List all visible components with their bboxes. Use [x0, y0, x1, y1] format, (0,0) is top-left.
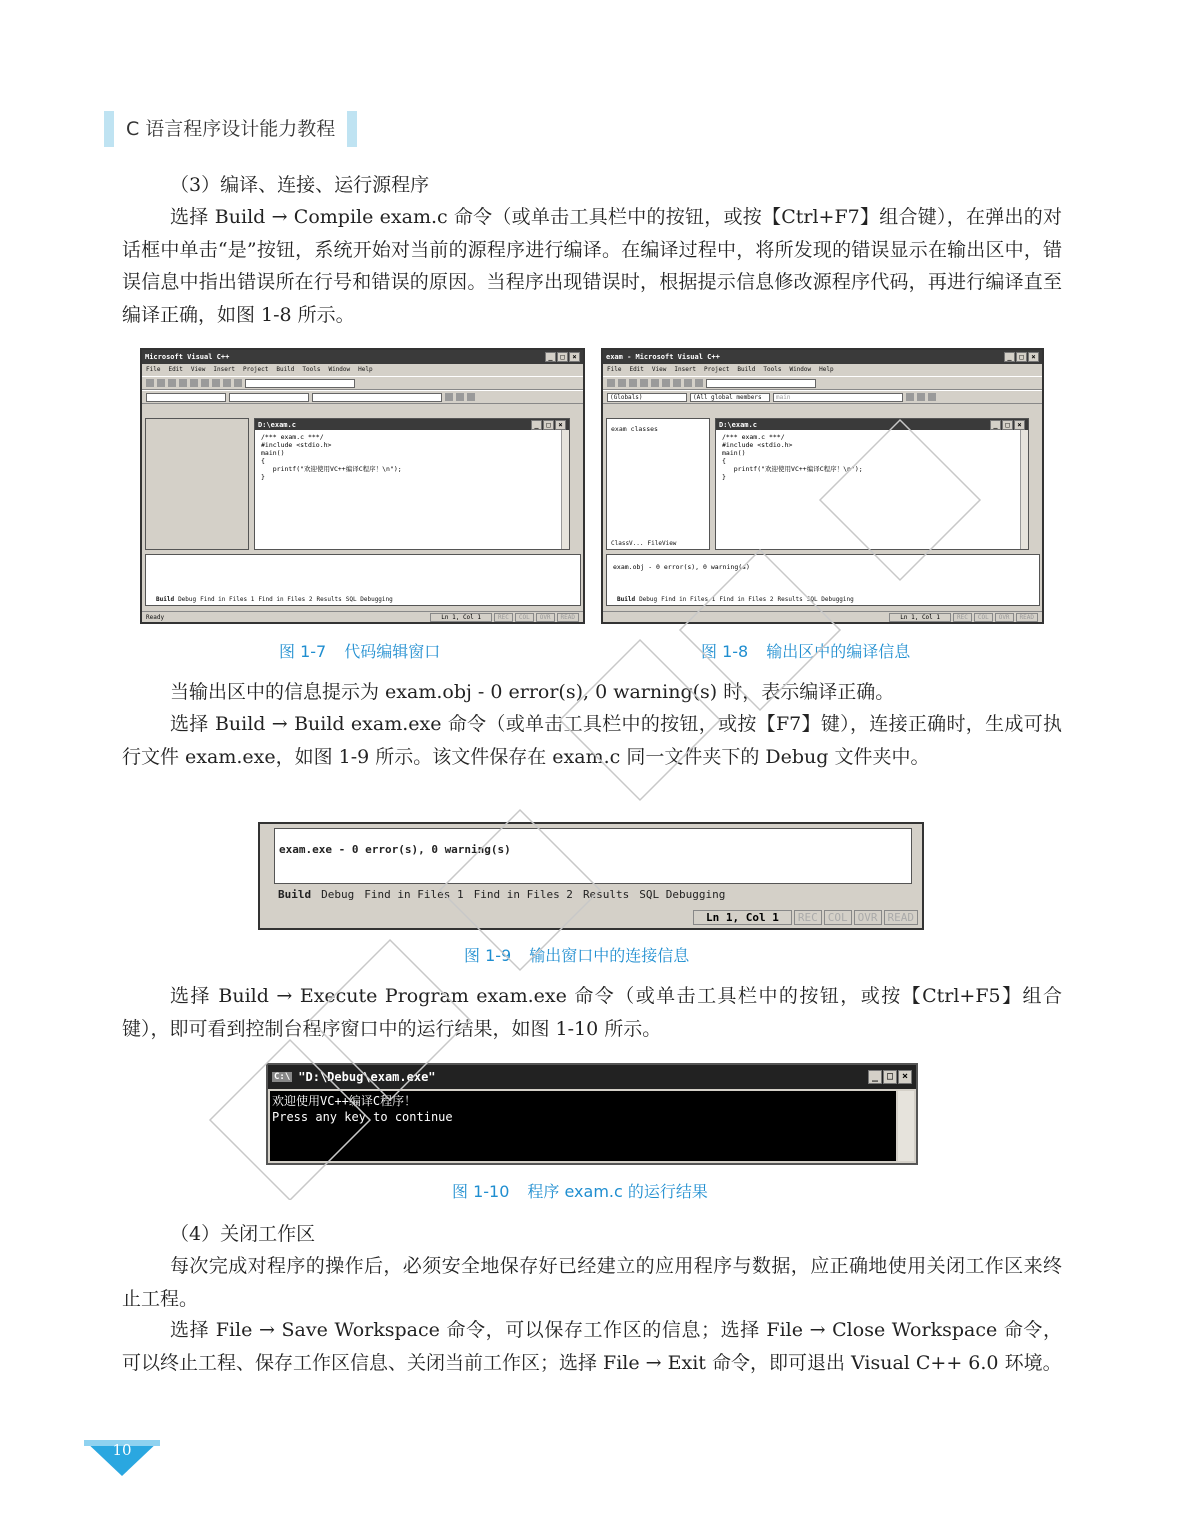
- find-combo[interactable]: [245, 379, 355, 388]
- menu-window[interactable]: Window: [328, 366, 351, 373]
- tab-classview[interactable]: ClassV...: [611, 540, 644, 547]
- globals-combo[interactable]: (Globals): [607, 393, 687, 402]
- function-combo[interactable]: main: [773, 393, 903, 402]
- editor-pane: [715, 418, 1029, 550]
- status-read: READ: [884, 910, 919, 925]
- tab-sql[interactable]: SQL Debugging: [639, 888, 726, 901]
- status-col: COL: [824, 910, 852, 925]
- save-all-icon[interactable]: [179, 379, 187, 387]
- status-position: Ln 1, Col 1: [430, 613, 492, 622]
- status-col: COL: [974, 613, 993, 622]
- compile-output-text: exam.obj - 0 error(s), 0 warning(s): [613, 563, 750, 571]
- class-tree-item[interactable]: exam classes: [611, 425, 658, 433]
- ide-titlebar: [142, 350, 583, 364]
- build-icon[interactable]: [456, 393, 464, 401]
- ide-window-compile-output: [601, 348, 1044, 624]
- new-file-icon[interactable]: [607, 379, 615, 387]
- output-pane: [145, 554, 581, 606]
- editor-pane: [254, 418, 570, 550]
- tab-find2[interactable]: Find in Files 2: [473, 888, 573, 901]
- close-icon[interactable]: ×: [898, 1070, 912, 1084]
- ide2-toolbar: [603, 376, 1042, 390]
- tab-fileview[interactable]: FileView: [647, 540, 677, 547]
- figure-1-7-title: 代码编辑窗口: [344, 642, 441, 661]
- execute-icon[interactable]: [928, 393, 936, 401]
- ide-title: Microsoft Visual C++: [145, 353, 230, 361]
- section-3-heading: （3）编译、连接、运行源程序: [170, 174, 430, 196]
- paragraph-close-intro: 每次完成对程序的操作后，必须安全地保存好已经建立的应用程序与数据，应正确地使用关闭工作区来终止工程。: [122, 1255, 1062, 1310]
- maximize-icon[interactable]: □: [1016, 352, 1027, 362]
- paragraph-execute: 选择 Build → Execute Program exam.exe 命令（或单击工具栏中的按钮，或按【Ctrl+F5】组合键），即可看到控制台程序窗口中的运行结果，如图 1-10 所示。: [122, 985, 1062, 1040]
- header-accent-bar-right: [347, 111, 357, 147]
- running-header: [104, 111, 357, 147]
- source-code[interactable]: /*** exam.c ***/ #include <stdio.h> main() { printf("欢迎使用VC++编译C程序！\n"); }: [261, 433, 402, 481]
- workspace-pane: [145, 418, 249, 550]
- doc-title: D:\exam.c: [719, 420, 757, 429]
- tab-build[interactable]: Build: [156, 596, 175, 603]
- paragraph-build: 选择 Build → Build exam.exe 命令（或单击工具栏中的按钮，或按【F7】键），连接正确时，生成可执行文件 exam.exe，如图 1-9 所示。该文件保存在 exam.c 同一文件夹下的 Debug 文件夹中。: [122, 713, 1062, 768]
- close-icon[interactable]: ×: [569, 352, 580, 362]
- doc-title: D:\exam.c: [258, 420, 296, 429]
- execute-icon[interactable]: [467, 393, 475, 401]
- menu-file[interactable]: File: [146, 366, 161, 373]
- open-icon[interactable]: [157, 379, 165, 387]
- tab-find1[interactable]: Find in Files 1: [200, 596, 255, 603]
- minimize-icon[interactable]: _: [868, 1070, 882, 1084]
- doc-maximize-icon[interactable]: □: [543, 420, 554, 430]
- status-rec: REC: [953, 613, 972, 622]
- figure-1-9-caption: [464, 943, 689, 966]
- menu-edit[interactable]: Edit: [629, 366, 644, 373]
- save-icon[interactable]: [629, 379, 637, 387]
- figure-1-10-number: 图 1-10: [452, 1182, 510, 1201]
- new-file-icon[interactable]: [146, 379, 154, 387]
- ide-wizard-bar: [142, 390, 583, 404]
- menu-project[interactable]: Project: [704, 366, 730, 373]
- console-title: "D:\Debug\exam.exe": [298, 1070, 436, 1084]
- paragraph-compile: 选择 Build → Compile exam.c 命令（或单击工具栏中的按钮，或按【Ctrl+F7】组合键），在弹出的对话框中单击“是”按钮，系统开始对当前的源程序进行编译。在编译过程中，将所发现的错误显示在输出区中，错误信息中指出错误所在行号和错误的原因。当程序出现错误时，根据提示信息修改源程序代码，再进行编译直至编译正确，如图 1-8 所示。: [122, 206, 1062, 326]
- tab-sql[interactable]: SQL Debugging: [806, 596, 854, 603]
- figure-1-9-title: 输出窗口中的连接信息: [529, 946, 690, 965]
- tab-results[interactable]: Results: [777, 596, 803, 603]
- doc-minimize-icon[interactable]: _: [990, 420, 1001, 430]
- tab-find1[interactable]: Find in Files 1: [661, 596, 716, 603]
- build-output-tabs: [278, 888, 725, 901]
- menu-help[interactable]: Help: [819, 366, 834, 373]
- editor-scrollbar[interactable]: [561, 430, 569, 549]
- function-combo[interactable]: [312, 393, 442, 402]
- tab-find1[interactable]: Find in Files 1: [364, 888, 464, 901]
- tab-find2[interactable]: Find in Files 2: [258, 596, 313, 603]
- ide2-titlebar: [603, 350, 1042, 364]
- console-app-icon: C:\: [274, 1072, 291, 1082]
- source-code[interactable]: /*** exam.c ***/ #include <stdio.h> main() { printf("欢迎使用VC++编译C程序！\n"); }: [722, 433, 863, 481]
- paste-icon[interactable]: [673, 379, 681, 387]
- status-rec: REC: [794, 910, 822, 925]
- figure-1-8-title: 输出区中的编译信息: [766, 642, 911, 661]
- menu-edit[interactable]: Edit: [168, 366, 183, 373]
- doc-close-icon[interactable]: ×: [1014, 420, 1025, 430]
- ide2-menubar: [603, 364, 1042, 376]
- console-titlebar: [268, 1065, 916, 1089]
- figure-1-7-number: 图 1-7: [279, 642, 327, 661]
- save-icon[interactable]: [168, 379, 176, 387]
- minimize-icon[interactable]: _: [1004, 352, 1015, 362]
- console-window: [266, 1063, 918, 1165]
- status-col: COL: [515, 613, 534, 622]
- compile-icon[interactable]: [906, 393, 914, 401]
- status-ovr: OVR: [995, 613, 1014, 622]
- doc-maximize-icon[interactable]: □: [1002, 420, 1013, 430]
- book-title: C 语言程序设计能力教程: [126, 118, 336, 140]
- doc-close-icon[interactable]: ×: [555, 420, 566, 430]
- menu-tools[interactable]: Tools: [302, 366, 321, 373]
- figure-1-10-caption: [452, 1179, 708, 1202]
- status-ovr: OVR: [854, 910, 882, 925]
- tab-build[interactable]: Build: [278, 888, 312, 901]
- tab-results[interactable]: Results: [316, 596, 342, 603]
- members-combo[interactable]: [229, 393, 309, 402]
- build-icon[interactable]: [917, 393, 925, 401]
- paragraph-close-commands: 选择 File → Save Workspace 命令，可以保存工作区的信息；选择 File → Close Workspace 命令，可以终止工程、保存工作区信息、关闭当前工作区；选择 File → Exit 命令，即可退出 Visual C++ 6.0 环境。: [122, 1319, 1062, 1374]
- status-bar: [142, 611, 583, 622]
- copy-icon[interactable]: [201, 379, 209, 387]
- console-line-1: 欢迎使用VC++编译C程序！: [272, 1094, 417, 1108]
- ide-menubar: [142, 364, 583, 376]
- status-position: Ln 1, Col 1: [889, 613, 951, 622]
- menu-project[interactable]: Project: [243, 366, 269, 373]
- compile-icon[interactable]: [445, 393, 453, 401]
- tab-results[interactable]: Results: [582, 888, 630, 901]
- editor-scrollbar[interactable]: [1020, 430, 1028, 549]
- console-output: [270, 1091, 896, 1161]
- output-pane: [606, 554, 1040, 606]
- status-ovr: OVR: [536, 613, 555, 622]
- menu-tools[interactable]: Tools: [763, 366, 782, 373]
- menu-help[interactable]: Help: [358, 366, 373, 373]
- members-combo[interactable]: (All global members: [690, 393, 770, 402]
- redo-icon[interactable]: [234, 379, 242, 387]
- doc-minimize-icon[interactable]: _: [531, 420, 542, 430]
- copy-icon[interactable]: [662, 379, 670, 387]
- menu-insert[interactable]: Insert: [213, 366, 236, 373]
- menu-window[interactable]: Window: [789, 366, 812, 373]
- menu-view[interactable]: View: [190, 366, 206, 373]
- figure-1-10-title: 程序 exam.c 的运行结果: [527, 1182, 708, 1201]
- menu-insert[interactable]: Insert: [674, 366, 697, 373]
- redo-icon[interactable]: [695, 379, 703, 387]
- maximize-icon[interactable]: □: [557, 352, 568, 362]
- tab-sql[interactable]: SQL Debugging: [345, 596, 393, 603]
- figure-1-9-number: 图 1-9: [464, 946, 512, 965]
- menu-view[interactable]: View: [651, 366, 667, 373]
- page-number: 10: [112, 1441, 132, 1459]
- console-scrollbar[interactable]: [898, 1091, 914, 1161]
- header-accent-bar: [104, 111, 114, 147]
- figure-1-7-caption: [279, 639, 440, 662]
- status-read: READ: [557, 613, 579, 622]
- minimize-icon[interactable]: _: [545, 352, 556, 362]
- undo-icon[interactable]: [223, 379, 231, 387]
- workspace-pane: [606, 418, 710, 550]
- figure-1-8-number: 图 1-8: [701, 642, 749, 661]
- status-read: READ: [1016, 613, 1038, 622]
- paragraph-compile-ok: 当输出区中的信息提示为 exam.obj - 0 error(s), 0 warning(s) 时，表示编译正确。: [170, 681, 895, 703]
- figure-1-8-caption: [701, 639, 910, 662]
- open-icon[interactable]: [618, 379, 626, 387]
- build-output-window: [258, 822, 924, 930]
- menu-build[interactable]: Build: [276, 366, 295, 373]
- tab-find2[interactable]: Find in Files 2: [719, 596, 774, 603]
- status-position: Ln 1, Col 1: [693, 910, 792, 925]
- status-bar: [603, 611, 1042, 622]
- paste-icon[interactable]: [212, 379, 220, 387]
- save-all-icon[interactable]: [640, 379, 648, 387]
- section-4-heading: （4）关闭工作区: [170, 1223, 316, 1245]
- undo-icon[interactable]: [684, 379, 692, 387]
- build-output-text: exam.exe - 0 error(s), 0 warning(s): [274, 828, 912, 884]
- cut-icon[interactable]: [651, 379, 659, 387]
- tab-debug[interactable]: Debug: [639, 596, 658, 603]
- status-ready: Ready: [146, 613, 165, 621]
- menu-build[interactable]: Build: [737, 366, 756, 373]
- cut-icon[interactable]: [190, 379, 198, 387]
- maximize-icon[interactable]: □: [883, 1070, 897, 1084]
- close-icon[interactable]: ×: [1028, 352, 1039, 362]
- tab-debug[interactable]: Debug: [321, 888, 355, 901]
- tab-build[interactable]: Build: [617, 596, 636, 603]
- menu-file[interactable]: File: [607, 366, 622, 373]
- status-rec: REC: [494, 613, 513, 622]
- ide-window-code-editor: [140, 348, 585, 624]
- ide2-wizard-bar: [603, 390, 1042, 404]
- build-status-bar: [693, 910, 918, 925]
- console-line-2: Press any key to continue: [272, 1110, 453, 1124]
- find-combo[interactable]: [706, 379, 816, 388]
- class-combo[interactable]: [146, 393, 226, 402]
- ide-toolbar: [142, 376, 583, 390]
- ide2-title: exam - Microsoft Visual C++: [606, 353, 720, 361]
- tab-debug[interactable]: Debug: [178, 596, 197, 603]
